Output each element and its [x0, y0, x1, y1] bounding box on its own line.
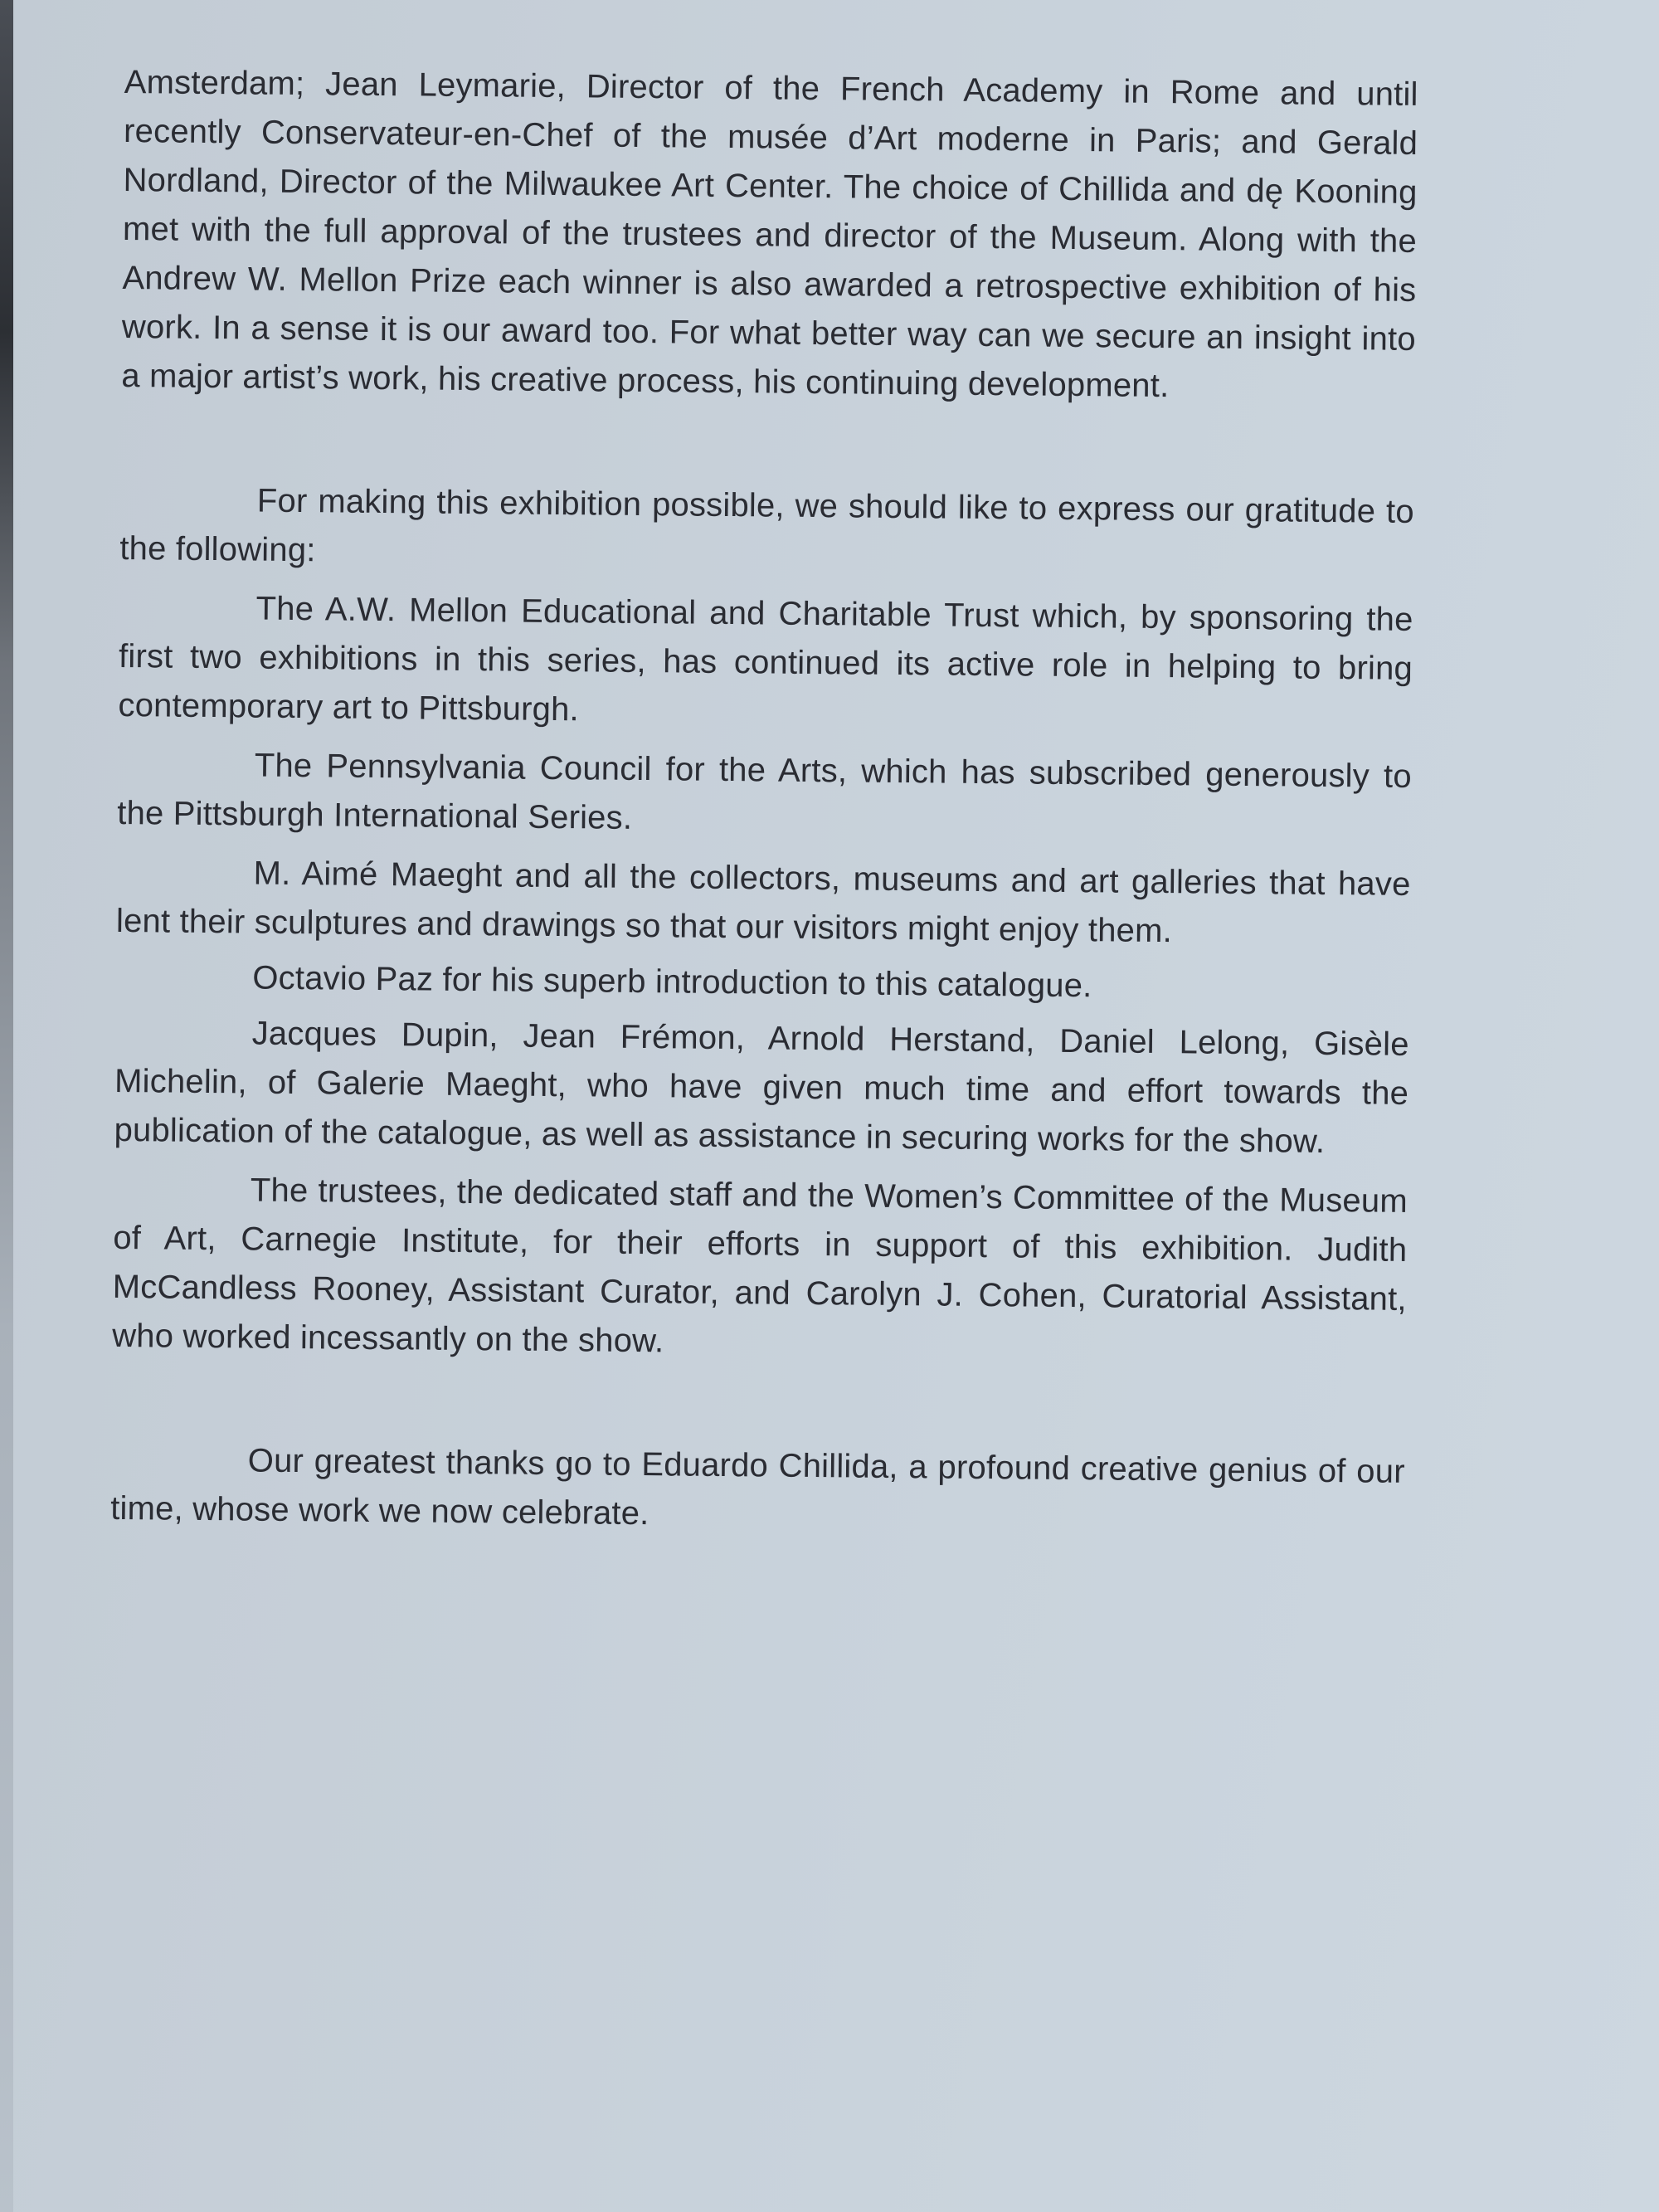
paragraph-octavio-paz: Octavio Paz for his superb introduction to this catalogue.	[252, 959, 1092, 1005]
page-binding-edge	[0, 0, 13, 2212]
paragraph-pennsylvania-council: The Pennsylvania Council for the Arts, which has subscribed generously to the Pittsburgh International Series.	[117, 747, 1412, 836]
paragraph-mellon-trust: The A.W. Mellon Educational and Charitable Trust which, by sponsoring the first two exhibitions in this series, has continued its active role in helping to bring contemporary art to Pittsburgh.	[118, 590, 1413, 728]
paragraph-galerie-maeght: Jacques Dupin, Jean Frémon, Arnold Herstand, Daniel Lelong, Gisèle Michelin, of Galerie Maeght, who have given much time and effort towards the publication of the catalogue, as well as assistance in securing works for the show.	[114, 1015, 1409, 1160]
paragraph-closing-thanks: Our greatest thanks go to Eduardo Chillida, a profound creative genius of our time, whose work we now celebrate.	[110, 1442, 1405, 1532]
paragraph-maeght-collectors: M. Aimé Maeght and all the collectors, museums and art galleries that have lent their sculptures and drawings so that our visitors might enjoy them.	[115, 855, 1411, 950]
paragraph-jury-and-award: Amsterdam; Jean Leymarie, Director of the French Academy in Rome and until recently Conservateur-en-Chef of the musée d’Art moderne in Paris; and Gerald Nordland, Director of the Milwaukee Art Center. The choice of Chillida and dę Kooning met with the full approval of the trustees and director of the Museum. Along with the Andrew W. Mellon Prize each winner is also awarded a retrospective exhibition of his work. In a sense it is our award too. For what better way can we secure an insight into a major artist’s work, his creative process, his continuing development.	[121, 63, 1418, 405]
paragraph-gratitude-intro: For making this exhibition possible, we should like to express our gratitude to the following:	[119, 482, 1415, 569]
document-page	[110, 58, 1418, 1546]
paragraph-trustees-staff: The trustees, the dedicated staff and the Women’s Committee of the Museum of Art, Carnegie Institute, for their efforts in support of this exhibition. Judith McCandless Rooney, Assistant Curator, and Carolyn J. Cohen, Curatorial Assistant, who worked incessantly on the show.	[112, 1172, 1408, 1360]
